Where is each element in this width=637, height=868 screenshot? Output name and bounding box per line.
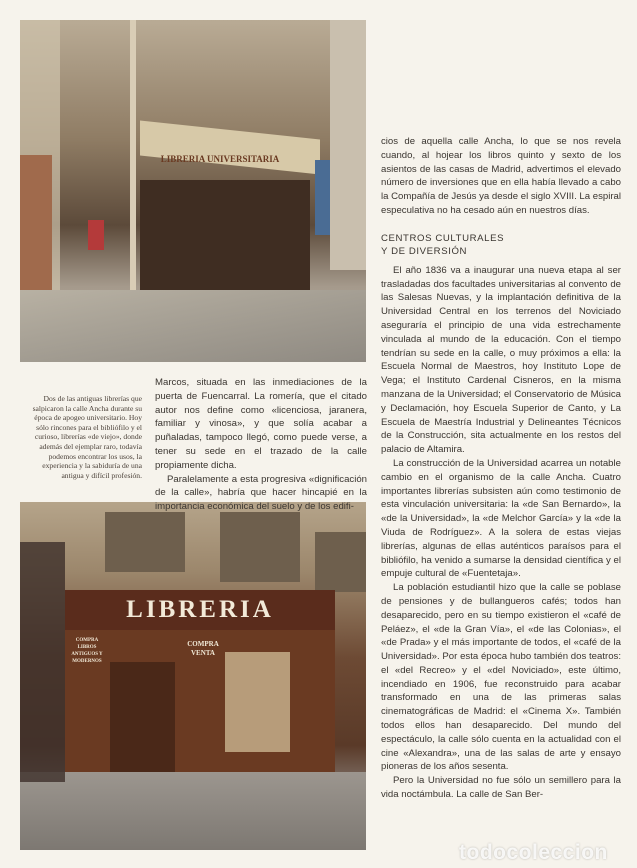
- paragraph: cios de aquella calle Ancha, lo que se nos revela cuando, al hojear los libros quinto y sexto de los asientos de las casas de Madrid, advertimos el elevado número de inversiones que en ella había llevado a cabo la Compañía de Jesús ya desde el siglo XVIII. La espiral especulativa no ha cesado aún en nuestros días.: [381, 136, 621, 216]
- right-column-intro: [381, 135, 621, 218]
- paragraph: La construcción de la Universidad acarrea un notable cambio en el organismo de la calle Ancha. Cuatro importantes librerías subsisten aún como testimonio de esta vinculación universitaria: la «de San Bernardo», la «de la Universidad», la «de Melchor García» y la «de la Viuda de Rodríguez». A la solera de estas viejas librerías, algunas de ellas auténticos paraísos para el bibliófilo, ha venido a sumarse la densidad científica y el empuje cultural de «Fuentetaja».: [381, 457, 621, 580]
- bookshop-sign: LIBRERIA UNIVERSITARIA: [160, 154, 280, 164]
- panel-left-text: COMPRA LIBROS ANTIGUOS Y MODERNOS: [71, 638, 103, 664]
- photo-caption: Dos de las antiguas librerías que salpicaron la calle Ancha durante su época de apogeo universitario. Hoy sólo rincones para el bibliófilo y el curioso, librerías «de viejo», donde además del ejemplar raro, todavía podemos encontrar los usos, la experiencia y la sabiduría de una antigua y difícil profesión.: [32, 394, 142, 480]
- heading-line: CENTROS CULTURALES: [381, 232, 505, 244]
- section-heading: [381, 232, 621, 258]
- paragraph: Paralelamente a esta progresiva «dignificación de la calle», habría que hacer hincapié en la importancia económica del suelo y de los edifi-: [155, 473, 367, 513]
- paragraph: La población estudiantil hizo que la calle se poblase de pensiones y de bullangueros cafés; todos han desaparecido, pero en su tiempo existieron el «café de Peláez», el «de la Gran Vía», el «de las Colonias», el «de Prada» y el más importante de todos, el «café de la Universidad». Por esta época hubo también dos teatros: el «del Recreo» y el «del Noviciado», este último, incendiado en 1906, fue reconstruido para acabar transformado en una de las primeras salas cinematográficas de Madrid: el «Cinema X». También todos ellos han desaparecido. Del mundo del espectáculo, la calle sólo cuenta en la actualidad con el cine «Alexandra», una de las salas de arte y ensayo pioneras de los años sesenta.: [381, 582, 621, 773]
- paragraph: Pero la Universidad no fue sólo un semillero para la vida noctámbula. La calle de San Ber-: [381, 775, 621, 801]
- panel-mid-text: COMPRA VENTA: [187, 640, 219, 657]
- watermark: todocoleccion: [459, 841, 608, 864]
- photo-street-bookshop: [20, 20, 366, 362]
- right-column: [381, 135, 621, 802]
- middle-column: [155, 376, 367, 514]
- paragraph: El año 1836 va a inaugurar una nueva etapa al ser trasladadas dos facultades universitarias al convento de las Salesas Nuevas, y la implantación definitiva de la Universidad Central en los terrenos del Noviciado aseguraría el principio de una vida estrechamente vinculada al mundo de la educación. Con el tiempo tendrían su sede en la calle, o muy próximos a ella: la Escuela Normal de Maestros, hoy Instituto Lope de Vega; el Instituto Cardenal Cisneros, en la misma manzana de la Universidad; el Conservatorio de Música y Declamación, hoy Escuela Superior de Canto, y La Escuela de Maestría Industrial y Delineantes Técnicos de la Construcción, sita actualmente en los restos del palacio de Altamira.: [381, 264, 621, 456]
- right-column-body: [381, 264, 621, 802]
- paragraph: Marcos, situada en las inmediaciones de la puerta de Fuencarral. La romería, que el citado autor nos define como «licenciosa, jaranera, familiar y vinosa», y que solía acabar a puñaladas, tampoco llegó, como puede verse, a tener su sede en el trazado de la calle propiamente dicha.: [155, 377, 367, 471]
- photo-libreria-storefront: [20, 502, 366, 850]
- heading-line: Y DE DIVERSIÓN: [381, 245, 468, 257]
- libreria-sign: LIBRERIA: [126, 596, 274, 623]
